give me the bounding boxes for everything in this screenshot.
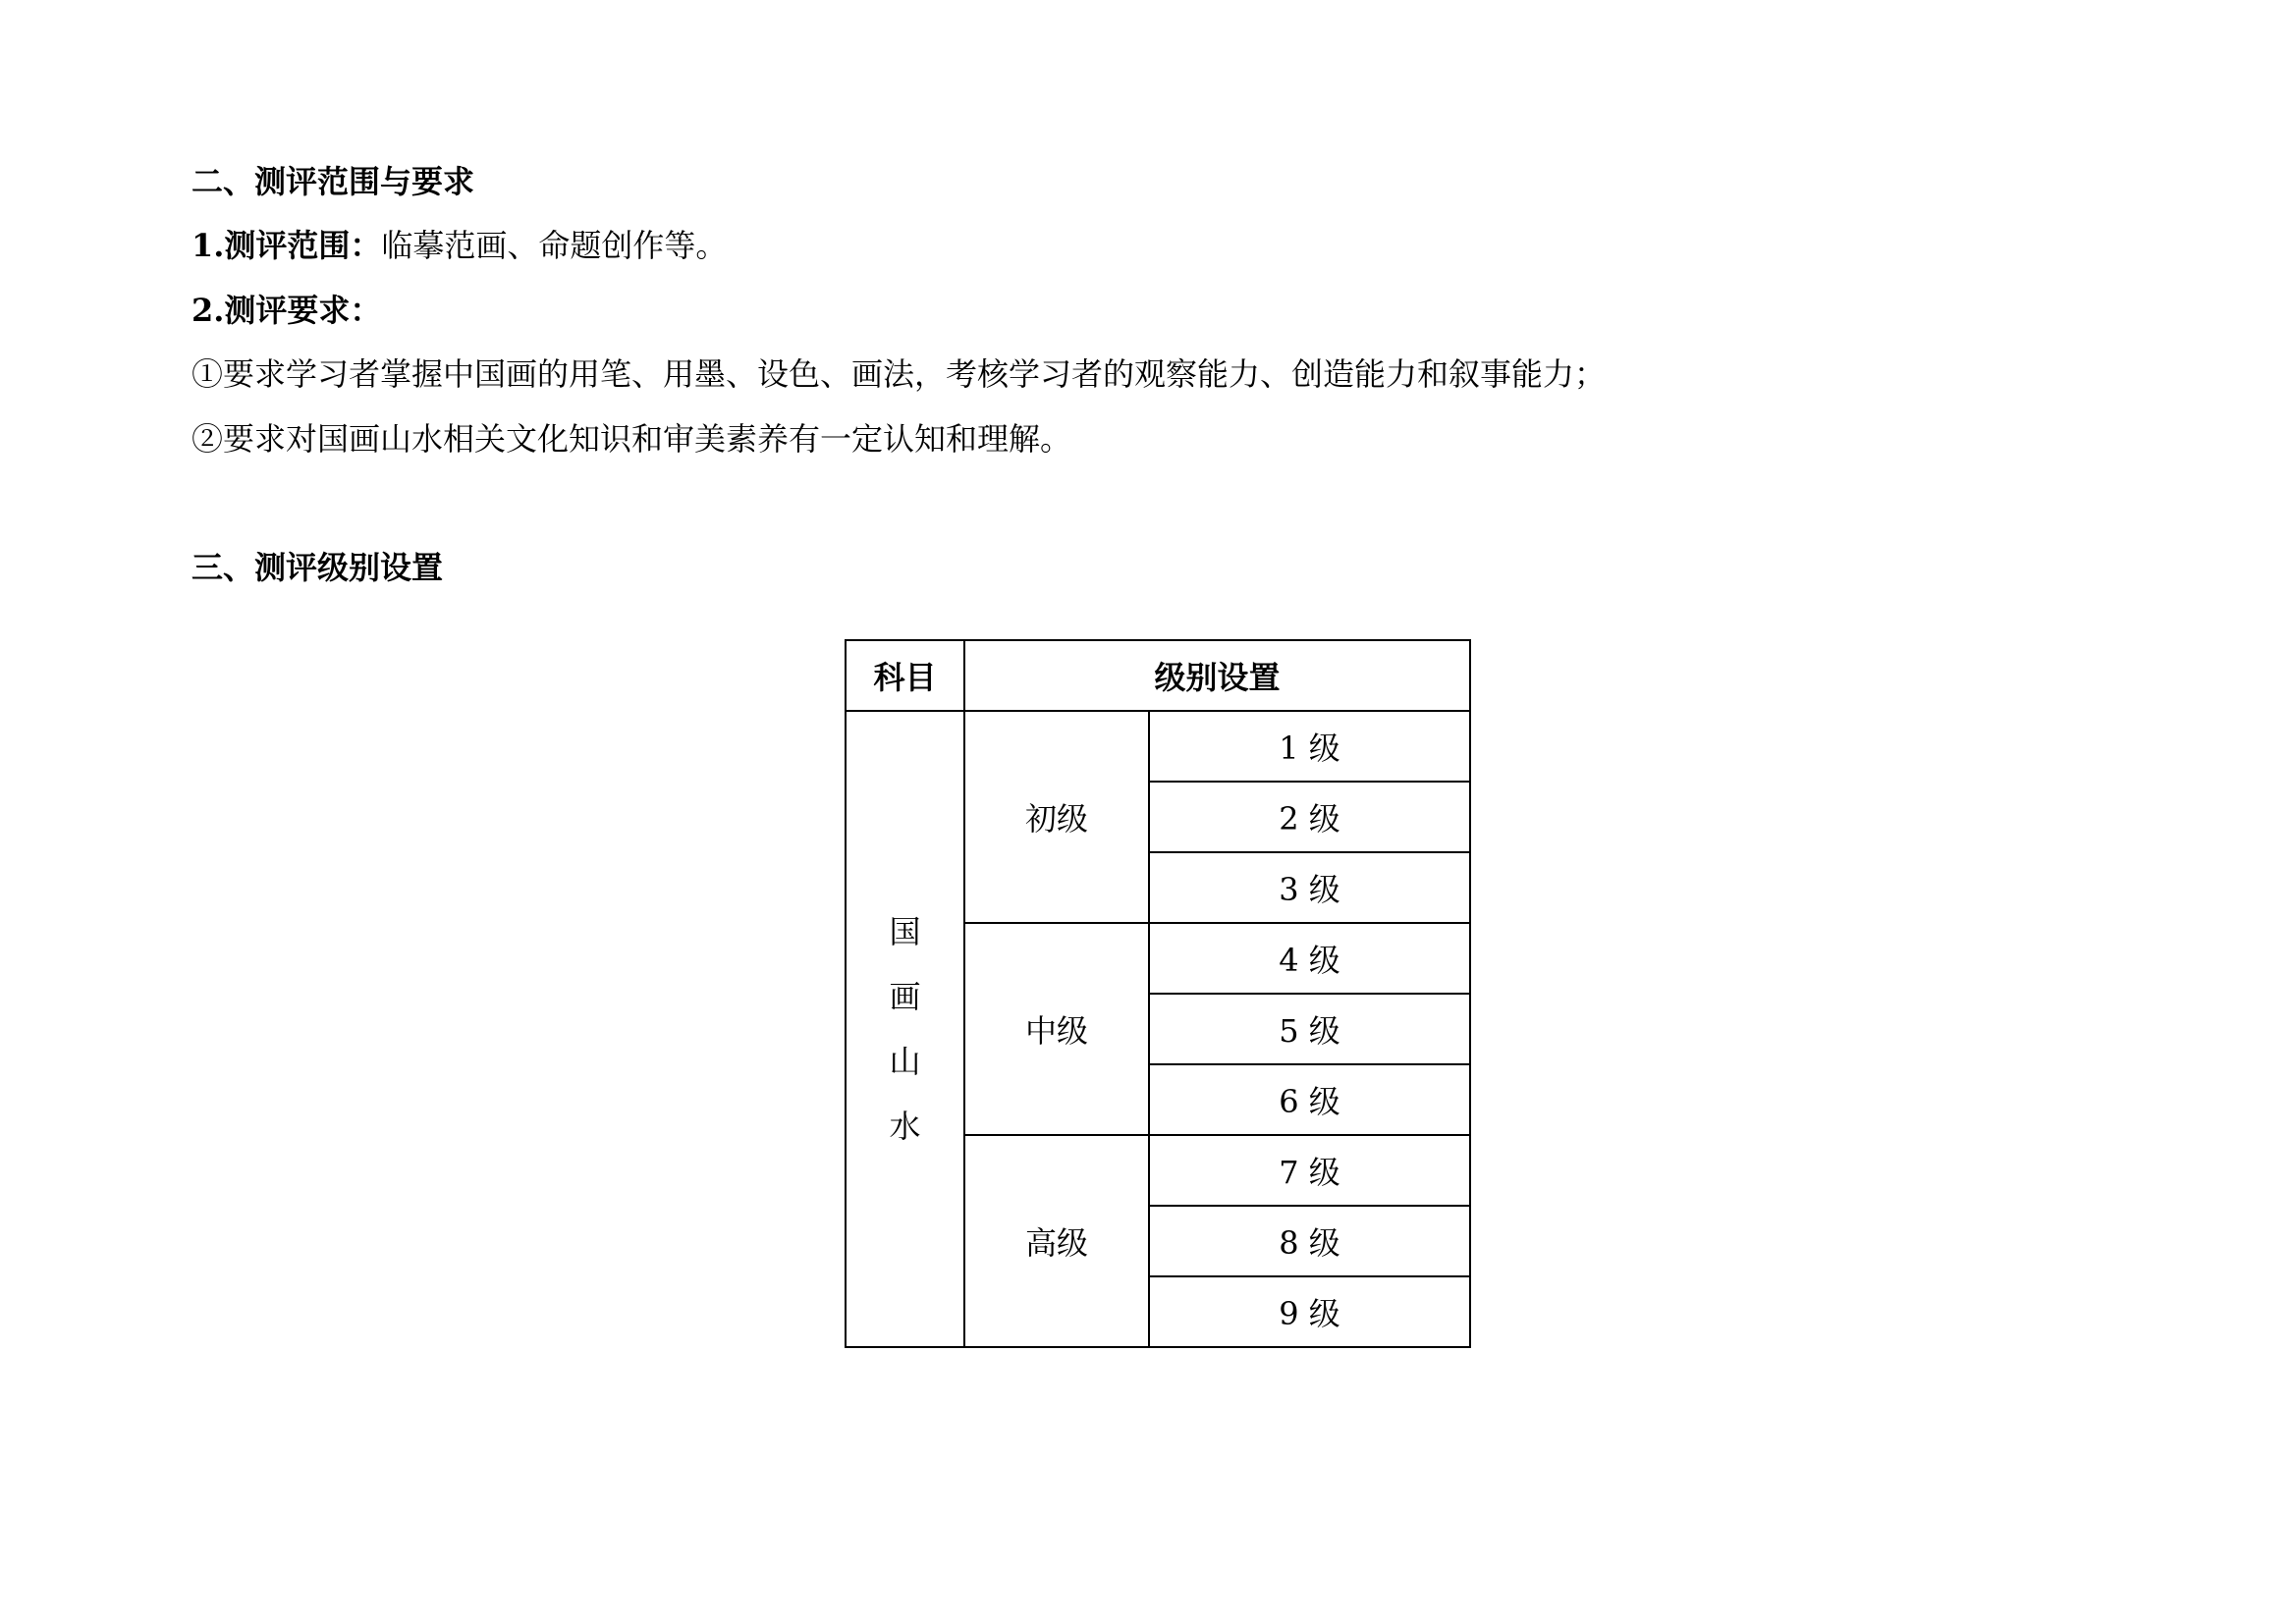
grade-cell: 8 级 xyxy=(1149,1206,1470,1276)
header-levels: 级别设置 xyxy=(964,640,1470,711)
grade-cell: 1 级 xyxy=(1149,711,1470,782)
scope-paragraph xyxy=(191,226,727,265)
scope-label: 1.测评范围： xyxy=(191,227,382,264)
header-subject: 科目 xyxy=(846,640,964,711)
tier-cell: 高级 xyxy=(964,1135,1149,1347)
grade-cell: 4 级 xyxy=(1149,923,1470,994)
grade-cell: 9 级 xyxy=(1149,1276,1470,1347)
grade-cell: 5 级 xyxy=(1149,994,1470,1064)
grade-cell: 6 级 xyxy=(1149,1064,1470,1135)
subject-cell xyxy=(846,711,964,1347)
subject-name: 国画山水 xyxy=(889,913,921,1145)
table-row xyxy=(846,711,1470,782)
level-settings-table xyxy=(845,639,1471,1348)
grade-cell: 3 级 xyxy=(1149,852,1470,923)
requirement-2: ②要求对国画山水相关文化知识和审美素养有一定认知和理解。 xyxy=(191,420,1072,458)
table-header-row xyxy=(846,640,1470,711)
grade-cell: 7 级 xyxy=(1149,1135,1470,1206)
section3-heading: 三、测评级别设置 xyxy=(191,549,444,586)
section2-heading: 二、测评范围与要求 xyxy=(191,163,475,200)
tier-cell: 中级 xyxy=(964,923,1149,1135)
grade-cell: 2 级 xyxy=(1149,782,1470,852)
tier-cell: 初级 xyxy=(964,711,1149,923)
scope-text: 临摹范画、命题创作等。 xyxy=(381,227,728,264)
requirements-label: 2.测评要求： xyxy=(191,292,382,329)
requirement-1: ①要求学习者掌握中国画的用笔、用墨、设色、画法，考核学习者的观察能力、创造能力和叙事能力； xyxy=(191,355,1607,393)
